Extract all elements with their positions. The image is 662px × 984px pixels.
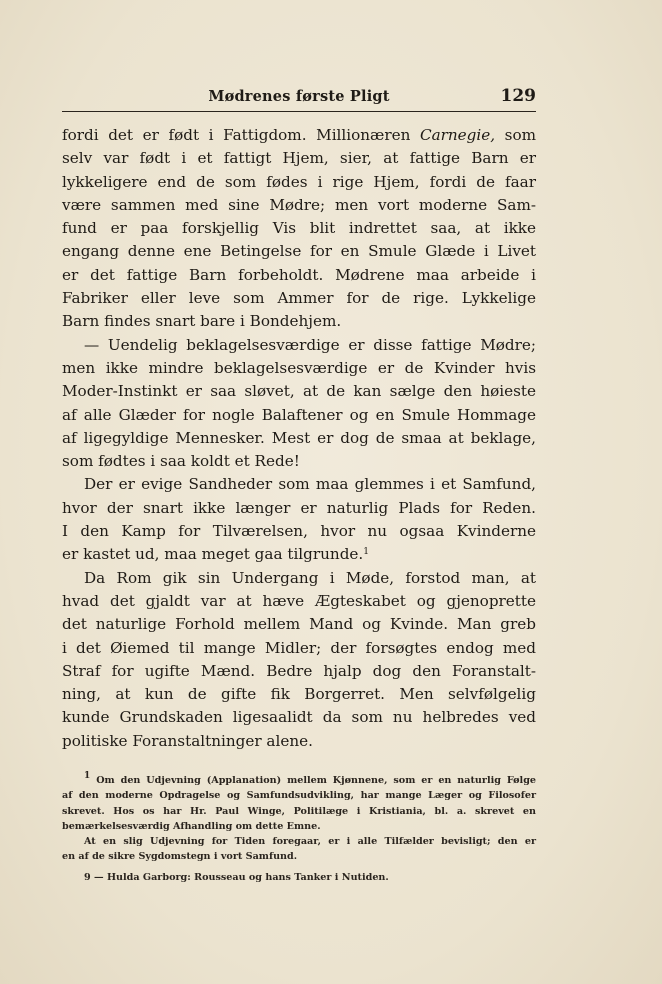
- footnote-line: bemærkelsesværdig Afhandling om dette Emne.: [62, 820, 321, 832]
- body-line: Straf for ugifte Mænd. Bedre hjalp dog den Foranstalt-: [62, 661, 536, 680]
- body-line: som fødtes i saa koldt et Rede!: [62, 452, 300, 471]
- body-line: fordi det er født i Fattigdom. Millionæren Carnegie, som: [62, 126, 536, 144]
- footnote-line: $^1$ Om den Udjevning (Applanation) mellem Kjønnene, som er en naturlig Følge: [84, 771, 537, 786]
- body-line: Da Rom gik sin Undergang i Møde, forstod man, at: [84, 568, 536, 587]
- body-line: hvor der snart ikke længer er naturlig Plads for Reden.: [62, 498, 536, 517]
- header-rule: [62, 111, 536, 112]
- body-line: fund er paa forskjellig Vis blit indrettet saa, at ikke: [62, 219, 536, 238]
- body-line: af ligegyldige Mennesker. Mest er dog de smaa at beklage,: [62, 428, 536, 447]
- footnote-line: af den moderne Opdragelse og Samfundsudvikling, har mange Læger og Filosofer: [62, 790, 536, 802]
- body-line: kunde Grundskaden ligesaalidt da som nu helbredes ved: [62, 708, 536, 727]
- footnote-reference: 1: [363, 547, 369, 558]
- body-line: politiske Foranstaltninger alene.: [62, 731, 313, 750]
- body-line: er kastet ud, maa meget gaa tilgrunde.$^1$: [62, 545, 369, 564]
- body-line: er det fattige Barn forbeholdt. Mødrene maa arbeide i: [62, 265, 536, 284]
- body-line: — Uendelig beklagelsesværdige er disse fattige Mødre;: [84, 335, 536, 354]
- footnote-line: en af de sikre Sygdomstegn i vort Samfund.: [62, 851, 298, 863]
- body-line: engang denne ene Betingelse for en Smule Glæde i Livet: [62, 242, 536, 261]
- body-line: Moder-Instinkt er saa sløvet, at de kan sælge den høieste: [62, 382, 536, 401]
- footnotes: [62, 773, 536, 885]
- body-line: men ikke mindre beklagelsesværdige er de Kvinder hvis: [62, 358, 536, 377]
- running-title: Mødrenes første Pligt: [208, 88, 390, 105]
- body-line: ning, at kun de gifte fik Borgerret. Men selvfølgelig: [62, 685, 536, 704]
- body-line: det naturlige Forhold mellem Mand og Kvinde. Man greb: [62, 615, 536, 634]
- body-line: selv var født i et fattigt Hjem, sier, at fattige Barn er: [62, 149, 536, 168]
- body-line: lykkeligere end de som fødes i rige Hjem, fordi de faar: [62, 172, 536, 191]
- footnote-line: skrevet. Hos os har Hr. Paul Winge, Politilæge i Kristiania, bl. a. skrevet en: [62, 805, 536, 817]
- body-text: [62, 124, 536, 753]
- body-line: hvad det gjaldt var at hæve Ægteskabet og gjenoprette: [62, 591, 536, 610]
- page-header: [62, 86, 536, 108]
- body-line: Barn findes snart bare i Bondehjem.: [62, 312, 342, 331]
- body-line: i det Øiemed til mange Midler; der forsøgtes endog med: [62, 638, 536, 657]
- body-line: Der er evige Sandheder som maa glemmes i et Samfund,: [84, 475, 536, 494]
- signature-line: 9 — Hulda Garborg: Rousseau og hans Tanker i Nutiden.: [84, 871, 389, 883]
- footnote-marker: 1: [84, 771, 91, 781]
- body-line: I den Kamp for Tilværelsen, hvor nu ogsaa Kvinderne: [62, 522, 536, 541]
- body-line: være sammen med sine Mødre; men vort moderne Sam-: [62, 195, 536, 214]
- page-number: 129: [500, 86, 536, 106]
- body-line: af alle Glæder for nogle Balaftener og en Smule Hommage: [62, 405, 536, 424]
- body-line: Fabriker eller leve som Ammer for de rige. Lykkelige: [62, 289, 536, 308]
- footnote-line: At en slig Udjevning for Tiden foregaar, er i alle Tilfælder bevisligt; den er: [84, 836, 536, 848]
